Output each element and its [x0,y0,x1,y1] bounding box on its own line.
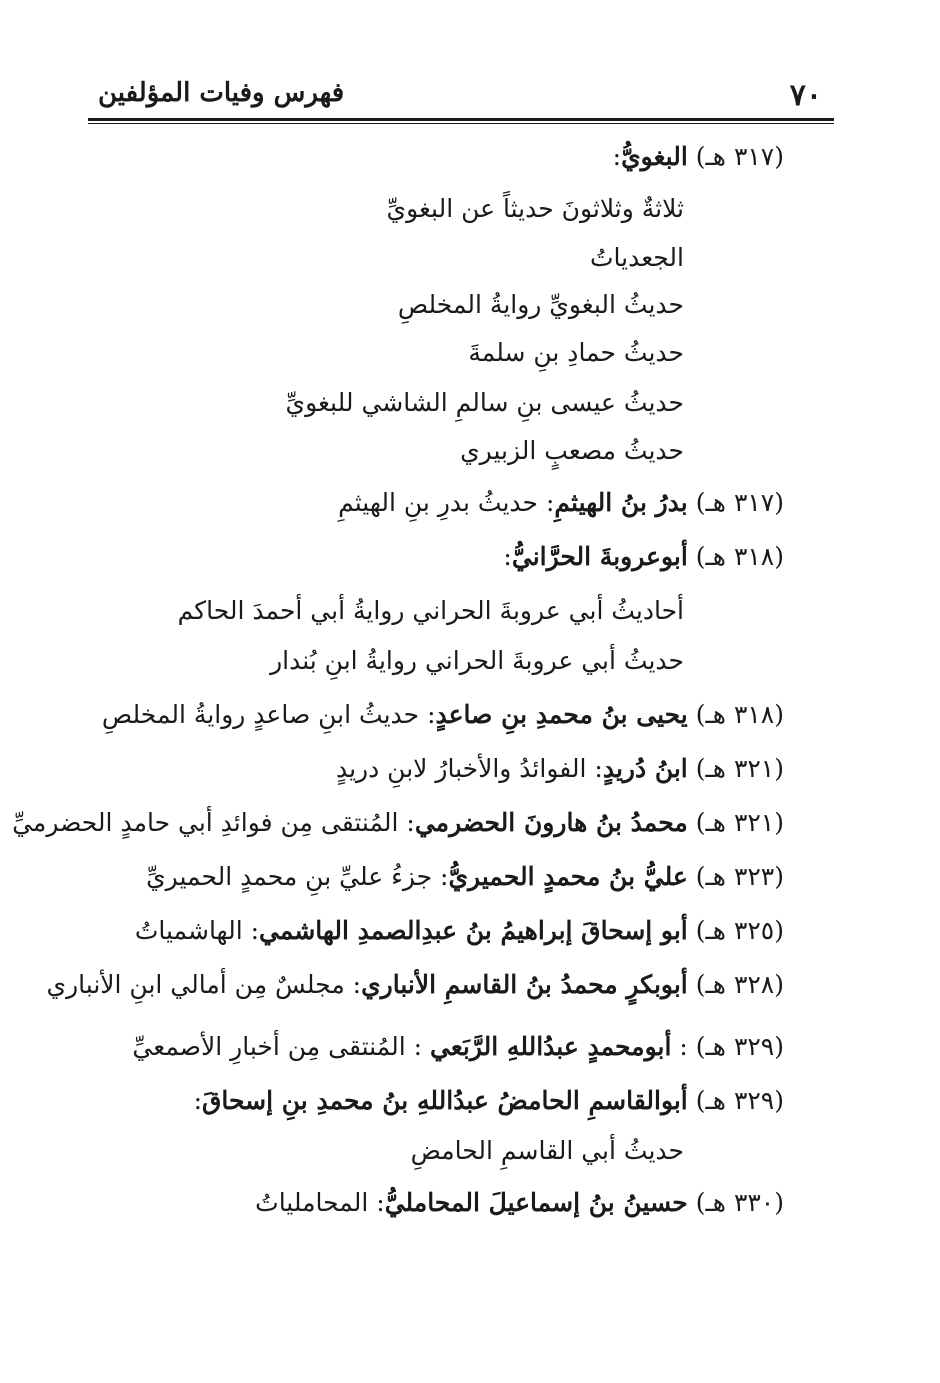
work-title: الفوائدُ والأخبارُ لابنِ دريدٍ [335,754,595,783]
author-name: بدرُ بنُ الهيثمِ [554,488,688,517]
entry-separator: : [413,1032,431,1061]
work-title: ثلاثةٌ وثلاثونَ حديثاً عن البغويِّ [386,194,684,223]
death-year: (٣١٧ هـ) [695,488,784,517]
entry-separator: : [406,808,415,837]
author-name: أبو إسحاقَ إبراهيمُ بنُ عبدِالصمدِ الهاشمي [259,916,688,945]
header-rule-thin [88,123,834,124]
running-title: فهرس وفيات المؤلفين [98,78,345,108]
page-header [88,74,834,116]
work-title: مجلسٌ مِن أمالي ابنِ الأنباري [46,970,353,999]
death-year: (٣١٨ هـ) [695,700,784,729]
author-name: البغويُّ [621,142,688,171]
index-entry [102,698,784,732]
entry-separator: : [376,1188,385,1217]
entry-separator: : [612,142,622,171]
death-year: (٣٢٣ هـ) [695,862,784,891]
work-title: حديثُ البغويِّ روايةُ المخلصِ [397,290,684,319]
entry-separator: : [193,1086,203,1115]
work-title: حديثُ عيسى بنِ سالمِ الشاشي للبغويِّ [285,388,684,417]
index-entry [613,140,784,174]
death-year: (٣١٧ هـ) [695,142,784,171]
author-name: يحيى بنُ محمدِ بنِ صاعدٍ [435,700,688,729]
index-entry [338,486,784,520]
entry-separator: : [427,700,436,729]
index-entry [135,914,784,948]
work-title: حديثُ بدرِ بنِ الهيثمِ [338,488,546,517]
work-title: حديثُ مصعبٍ الزبيري [460,436,684,465]
work-title: الجعدياتُ [590,243,684,272]
work-title: أحاديثُ أبي عروبةَ الحراني روايةُ أبي أحمدَ الحاكم [177,596,684,625]
work-title: المحاملياتُ [255,1188,377,1217]
entry-separator: : [352,970,362,999]
death-year: (٣٣٠ هـ) [695,1188,784,1217]
index-entry [336,752,784,786]
author-name: أبوبكرٍ محمدُ بنُ القاسمِ الأنباري [361,970,688,999]
death-year: (٣٢٩ هـ) [695,1086,784,1115]
entry-separator: : [250,916,260,945]
work-title: حديثُ ابنِ صاعدٍ روايةُ المخلصِ [101,700,428,729]
index-entry [146,860,784,894]
entry-separator: : [545,488,555,517]
work-title: حديثُ أبي عروبةَ الحراني روايةُ ابنِ بُندار [270,646,684,675]
work-title: المُنتقى مِن أخبارِ الأصمعيِّ [132,1032,414,1061]
death-year: (٣٢١ هـ) [695,808,784,837]
header-rule [88,118,834,121]
entry-separator-pre: : [671,1032,696,1061]
author-name: عليُّ بنُ محمدٍ الحميريُّ [448,862,688,891]
author-name: أبوالقاسمِ الحامضُ عبدُاللهِ بنُ محمدِ بنِ إسحاقَ [202,1086,688,1115]
index-entry [47,968,784,1002]
death-year: (٣٢٨ هـ) [695,970,784,999]
death-year: (٣١٨ هـ) [695,542,784,571]
work-title: المُنتقى مِن فوائدِ أبي حامدٍ الحضرميِّ [12,808,407,837]
death-year: (٣٢٩ هـ) [695,1032,784,1061]
work-title: جزءُ عليِّ بنِ محمدٍ الحميريِّ [146,862,441,891]
death-year: (٣٢١ هـ) [695,754,784,783]
author-name: أبوعروبةَ الحرَّانيُّ [511,542,688,571]
author-name: ابنُ دُريدٍ [602,754,688,783]
death-year: (٣٢٥ هـ) [695,916,784,945]
author-name: أبومحمدٍ عبدُاللهِ الرَّبَعي [430,1032,672,1061]
index-entry [12,806,784,840]
author-name: محمدُ بنُ هارونَ الحضرمي [414,808,688,837]
entry-separator: : [440,862,449,891]
work-title: الهاشمياتُ [134,916,251,945]
work-title: حديثُ أبي القاسمِ الحامضِ [410,1136,684,1165]
index-entry [194,1084,784,1118]
entry-separator: : [594,754,603,783]
index-entry [255,1186,784,1220]
index-entry [132,1030,784,1064]
index-entry [503,540,784,574]
author-name: حسينُ بنُ إسماعيلَ المحامليُّ [384,1188,688,1217]
entry-separator: : [503,542,512,571]
page-number: ٧٠ [789,78,822,113]
work-title: حديثُ حمادِ بنِ سلمةَ [468,338,684,367]
